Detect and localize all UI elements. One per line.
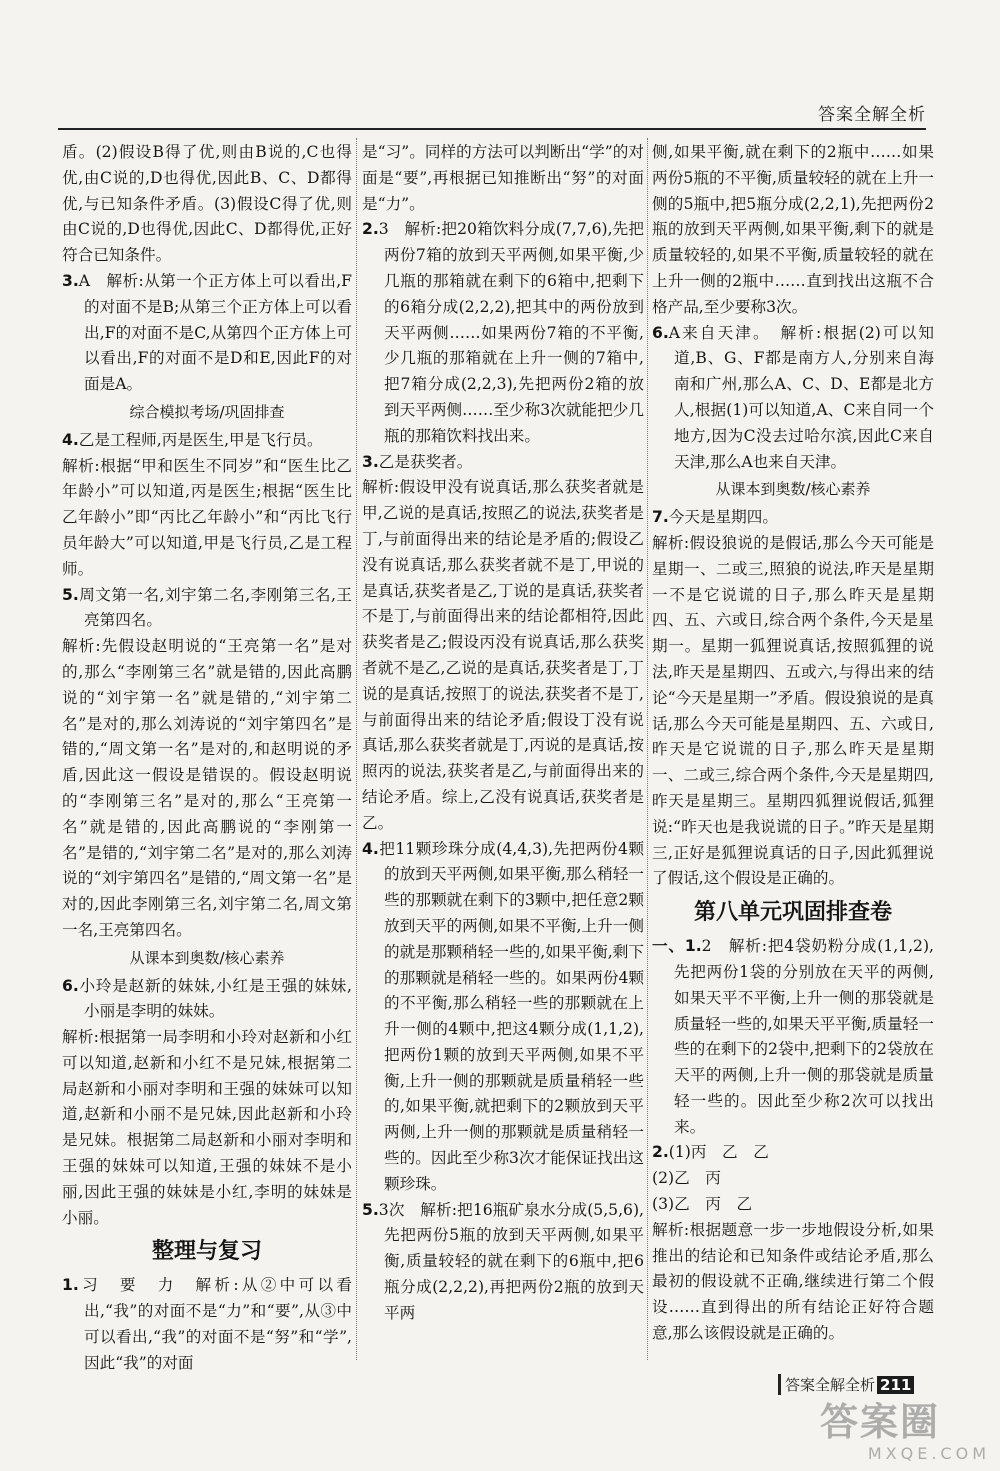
answer-text: A来自天津。 解析:根据(2)可以知道,B、G、F都是南方人,分别来自海南和广州,那么A、C、D、E都是北方人,根据(1)可以知道,A、C来自同一个地方,因为C没去过哈尔滨,因此C来自天津,那么A也来自天津。 (668, 323, 934, 471)
answer-paragraph: (3)乙 丙 乙 (652, 1195, 753, 1214)
answer-item (62, 583, 352, 635)
answer-item (652, 505, 934, 531)
column-left (62, 140, 352, 1377)
site-watermark (820, 1400, 990, 1466)
answer-number: 7. (652, 508, 669, 527)
answer-number: 4. (62, 430, 79, 449)
answer-text: 今天是星期四。 (668, 508, 778, 527)
answer-number: 3. (62, 271, 79, 290)
answer-number: 4. (362, 839, 379, 858)
answer-number: 6. (62, 976, 79, 995)
answer-paragraph: 解析:根据题意一步一步地假设分析,如果推出的结论和已知条件或结论矛盾,那么最初的假设就不正确,继续进行第二个假设……直到得出的所有结论正好符合题意,那么该假设就是正确的。 (652, 1220, 934, 1343)
section-label: 从课本到奥数/核心素养 (715, 480, 871, 499)
answer-paragraph: 解析:根据“甲和医生不同岁”和“医生比乙年龄小”可以知道,丙是医生;根据“医生比乙年龄小”即“丙比乙年龄小”和“丙比飞行员年龄大”可以知道,甲是飞行员,乙是工程师。 (62, 456, 352, 578)
answer-item (62, 428, 352, 454)
column-divider (356, 138, 357, 1360)
answer-text: (1)丙 乙 乙 (668, 1143, 769, 1162)
answer-paragraph: 是“习”。同样的方法可以判断出“学”的对面是“要”,再根据已知推断出“努”的对面是“力”。 (362, 143, 644, 213)
answer-number: 3. (362, 452, 379, 471)
page-footer (778, 1374, 914, 1395)
answer-item (362, 217, 644, 449)
answer-text: 习 要 力 解析:从②中可以看出,“我”的对面不是“力”和“要”,从③中可以看出,“我”的对面不是“努”和“学”,因此“我”的对面 (78, 1276, 352, 1372)
answer-text: 3 解析:把20箱饮料分成(7,7,6),先把两份7箱的放到天平两侧,如果平衡,少几瓶的那箱就在剩下的6箱中,把剩下的6箱分成(2,2,2),把其中的两份放到天平两侧……如果两份7箱的不平衡,少几瓶的那箱就在上升一侧的7箱中,把7箱分成(2,2,3),先把两份2箱的放到天平两侧……至少称3次就能把少几瓶的那箱饮料找出来。 (378, 220, 644, 445)
answer-number: 2. (362, 220, 379, 239)
answer-item (652, 934, 934, 1140)
answer-text: 周文第一名,刘宇第二名,李刚第三名,王亮第四名。 (78, 585, 352, 630)
answer-paragraph: 解析:假设狼说的是假话,那么今天可能是星期一、二或三,照狼的说法,昨天是星期一不是它说谎的日子,那么昨天是星期四、五、六或日,综合两个条件,今天是星期一。星期一狐狸说真话,按照狐狸的说法,昨天是星期四、五或六,与得出来的结论“今天是星期一”矛盾。假设狼说的是真话,那么今天可能是星期四、五、六或日,昨天是它说谎的日子,那么昨天是星期一、二或三,综合两个条件,今天是星期四,昨天是星期三。星期四狐狸说假话,狐狸说:“昨天也是我说谎的日子。”昨天是星期三,正好是狐狸说真话的日子,因此狐狸说了假话,这个假设是正确的。 (652, 533, 934, 888)
column-middle (362, 140, 644, 1327)
footer-brand: 答案全解全析 (785, 1376, 876, 1394)
answer-text: 乙是获奖者。 (378, 452, 473, 471)
answer-item (362, 1198, 644, 1327)
answer-text: 2 解析:把4袋奶粉分成(1,1,2),先把两份1袋的分别放在天平的两侧,如果天平不平衡,上升一侧的那袋就是质量轻一些的,如果天平平衡,质量轻一些的在剩下的2袋中,把剩下的2袋放在天平的两侧,上升一侧的那袋就是质量轻一些的。因此至少称2次可以找出来。 (674, 937, 934, 1136)
answer-item (362, 450, 644, 476)
watermark-url: MXQE.COM (867, 1444, 990, 1463)
answer-number: 1. (62, 1276, 79, 1295)
answer-paragraph: 侧,如果平衡,就在剩下的2瓶中……如果两份5瓶的不平衡,质量较轻的就在上升一侧的5瓶中,把5瓶分成(2,2,1),先把两份2瓶的放到天平两侧,如果平衡,剩下的就是质量较轻的,如果不平衡,质量较轻的就在上升一侧的2瓶中……直到找出这瓶不合格产品,至少要称3次。 (652, 143, 934, 316)
column-right (652, 140, 934, 1347)
answer-item (652, 321, 934, 476)
answer-text: A 解析:从第一个正方体上可以看出,F的对面不是B;从第三个正方体上可以看出,F的对面不是C,从第四个正方体上可以看出,F的对面不是D和E,因此F的对面是A。 (78, 271, 352, 394)
answer-paragraph: (2)乙 丙 (652, 1169, 721, 1188)
answer-item (62, 974, 352, 1026)
answer-item (62, 269, 352, 398)
watermark-logo: 答案圈 (820, 1400, 941, 1444)
section-label: 从课本到奥数/核心素养 (129, 948, 285, 967)
header-rule (58, 128, 926, 130)
answer-number: 5. (62, 585, 79, 604)
section-title: 第八单元巩固排查卷 (693, 900, 892, 926)
answer-paragraph: 盾。(2)假设B得了优,则由B说的,C也得优,由C说的,D也得优,因此B、C、D都得优,与已知条件矛盾。(3)假设C得了优,则由C说的,D也得优,因此C、D都得优,正好符合已知条件。 (62, 143, 352, 265)
answer-paragraph: 解析:假设甲没有说真话,那么获奖者就是甲,乙说的是真话,按照乙的说法,获奖者是丁,与前面得出来的结论是矛盾的;假设乙没有说真话,那么获奖者就不是丁,甲说的是真话,获奖者是乙,丁说的是真话,获奖者不是丁,与前面得出来的结论都相符,因此获奖者是乙;假设丙没有说真话,那么获奖者就不是乙,乙说的是真话,获奖者是丁,丁说的是真话,按照丁的说法,获奖者不是丁,与前面得出来的结论矛盾;假设丁没有说真话,那么获奖者就是丁,丙说的是真话,按照丙的说法,获奖者是乙,与前面得出来的结论矛盾。综上,乙没有说真话,获奖者是乙。 (362, 478, 644, 832)
answer-paragraph: 解析:根据第一局李明和小玲对赵新和小红可以知道,赵新和小红不是兄妹,根据第二局赵新和小丽对李明和王强的妹妹可以知道,赵新和小丽不是兄妹,因此赵新和小玲是兄妹。根据第二局赵新和小丽对李明和王强的妹妹可以知道,王强的妹妹不是小丽,因此王强的妹妹是小红,李明的妹妹是小丽。 (62, 1028, 352, 1227)
answer-item (362, 837, 644, 1198)
answer-item (652, 1140, 934, 1166)
answer-text: 3次 解析:把16瓶矿泉水分成(5,5,6),先把两份5瓶的放到天平两侧,如果平衡,质量较轻的就在剩下的6瓶中,把6瓶分成(2,2,2),再把两份2瓶的放到天平两 (378, 1200, 644, 1322)
answer-number: 6. (652, 323, 669, 342)
section-title: 整理与复习 (151, 1239, 262, 1265)
column-divider (647, 138, 648, 1360)
answer-text: 把11颗珍珠分成(4,4,3),先把两份4颗的放到天平两侧,如果平衡,那么稍轻一些的那颗就在剩下的3颗中,把任意2颗放到天平的两侧,如果不平衡,上升一侧的就是那颗稍轻一些的,如果平衡,剩下的那颗就是稍轻一些的。如果两份4颗的不平衡,那么稍轻一些的那颗就在上升一侧的4颗中,把这4颗分成(1,1,2),把两份1颗的放到天平两侧,如果不平衡,上升一侧的那颗就是质量稍轻一些的,如果平衡,就把剩下的2颗放到天平两侧,上升一侧的那颗就是质量稍轻一些的。因此至少称3次才能保证找出这颗珍珠。 (378, 839, 644, 1193)
answer-number: 一、1. (652, 937, 702, 956)
section-label: 综合模拟考场/巩固排查 (129, 402, 285, 421)
answer-text: 小玲是赵新的妹妹,小红是王强的妹妹,小丽是李明的妹妹。 (78, 976, 352, 1021)
page-header-title: 答案全解全析 (818, 105, 926, 125)
answer-paragraph: 解析:先假设赵明说的“王亮第一名”是对的,那么“李刚第三名”就是错的,因此高鹏说的“刘宇第一名”就是错的,“刘宇第二名”是对的,那么刘涛说的“刘宇第四名”是错的,“周文第一名”是对的,和赵明说的矛盾,因此这一假设是错误的。假设赵明说的“李刚第三名”是对的,那么“王亮第一名”就是错的,因此高鹏说的“李刚第一名”是错的,“刘宇第二名”是对的,那么刘涛说的“刘宇第四名”是错的,“周文第一名”是对的,因此李刚第三名,刘宇第二名,周文第一名,王亮第四名。 (62, 637, 352, 939)
answer-number: 2. (652, 1143, 669, 1162)
answer-number: 5. (362, 1200, 379, 1219)
page-number: 211 (877, 1376, 914, 1394)
answer-item (62, 1273, 352, 1376)
answer-text: 乙是工程师,丙是医生,甲是飞行员。 (78, 430, 323, 449)
